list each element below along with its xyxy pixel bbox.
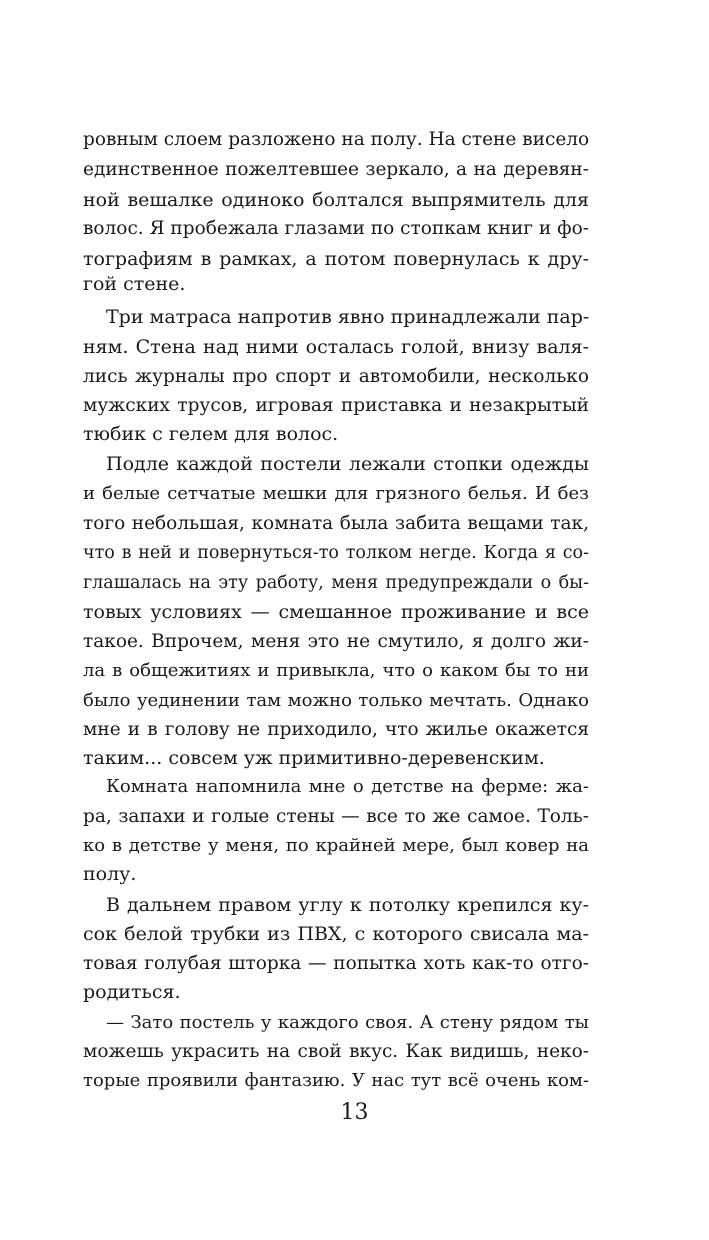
text-line: что в ней и повернуться-то толком негде. Когда я со-	[83, 543, 589, 563]
text-line: было уединении там можно только мечтать. Однако	[83, 690, 589, 711]
text-line: глашалась на эту работу, меня предупреждали о бы-	[83, 573, 589, 593]
text-line: Комната напомнила мне о детстве на ферме: жа-	[106, 776, 589, 797]
text-line: торые проявили фантазию. У нас тут всё очень ком-	[83, 1070, 589, 1091]
text-line: тюбик с гелем для волос.	[83, 423, 339, 445]
text-line: волос. Я пробежала глазами по стопкам книг и фо-	[83, 218, 589, 239]
text-line: единственное пожелтевшее зеркало, а на деревян-	[83, 159, 589, 180]
text-line: гой стене.	[83, 273, 186, 295]
text-line: сок белой трубки из ПВХ, с которого свисала ма-	[83, 923, 589, 945]
text-line: полу.	[83, 863, 137, 885]
text-line: ко в детстве у меня, по крайней мере, был ковер на	[83, 835, 589, 856]
text-line: такое. Впрочем, меня это не смутило, я долго жи-	[83, 631, 589, 652]
text-line: товых условиях — смешанное проживание и все	[83, 601, 589, 623]
text-line: товая голубая шторка — попытка хоть как-то отго-	[83, 953, 589, 974]
text-line: тографиям в рамках, а потом повернулась к дру-	[83, 248, 589, 270]
text-line: и белые сетчатые мешки для грязного белья. И без	[83, 483, 589, 504]
text-line: ной вешалке одиноко болтался выпрямитель для	[83, 189, 589, 211]
text-line: родиться.	[83, 981, 181, 1003]
text-line: можешь украсить на свой вкус. Как видишь, неко-	[83, 1041, 589, 1062]
text-line: — Зато постель у каждого своя. А стену рядом ты	[106, 1012, 589, 1033]
text-line: лись журналы про спорт и автомобили, несколько	[83, 366, 589, 387]
text-line: таким... совсем уж примитивно-деревенским.	[83, 747, 545, 769]
text-line: мне и в голову не приходило, что жилье окажется	[83, 719, 589, 740]
text-line: Три матраса напротив явно принадлежали пар-	[106, 306, 590, 328]
text-line: мужских трусов, игровая приставка и незакрытый	[83, 395, 589, 416]
text-line: ровным слоем разложено на полу. На стене висело	[83, 129, 590, 150]
text-line: Подле каждой постели лежали стопки одежды	[106, 453, 589, 475]
text-line: ням. Стена над ними осталась голой, внизу валя-	[83, 336, 589, 358]
text-line: В дальнем правом углу к потолку крепился ку-	[106, 894, 589, 916]
text-line: ра, запахи и голые стены — все то же самое. Толь-	[83, 806, 589, 827]
text-line: ла в общежитиях и привыкла, что о каком бы то ни	[83, 660, 589, 681]
page-number: 13	[340, 1100, 369, 1125]
text-line: того небольшая, комната была забита вещами так,	[83, 513, 589, 534]
